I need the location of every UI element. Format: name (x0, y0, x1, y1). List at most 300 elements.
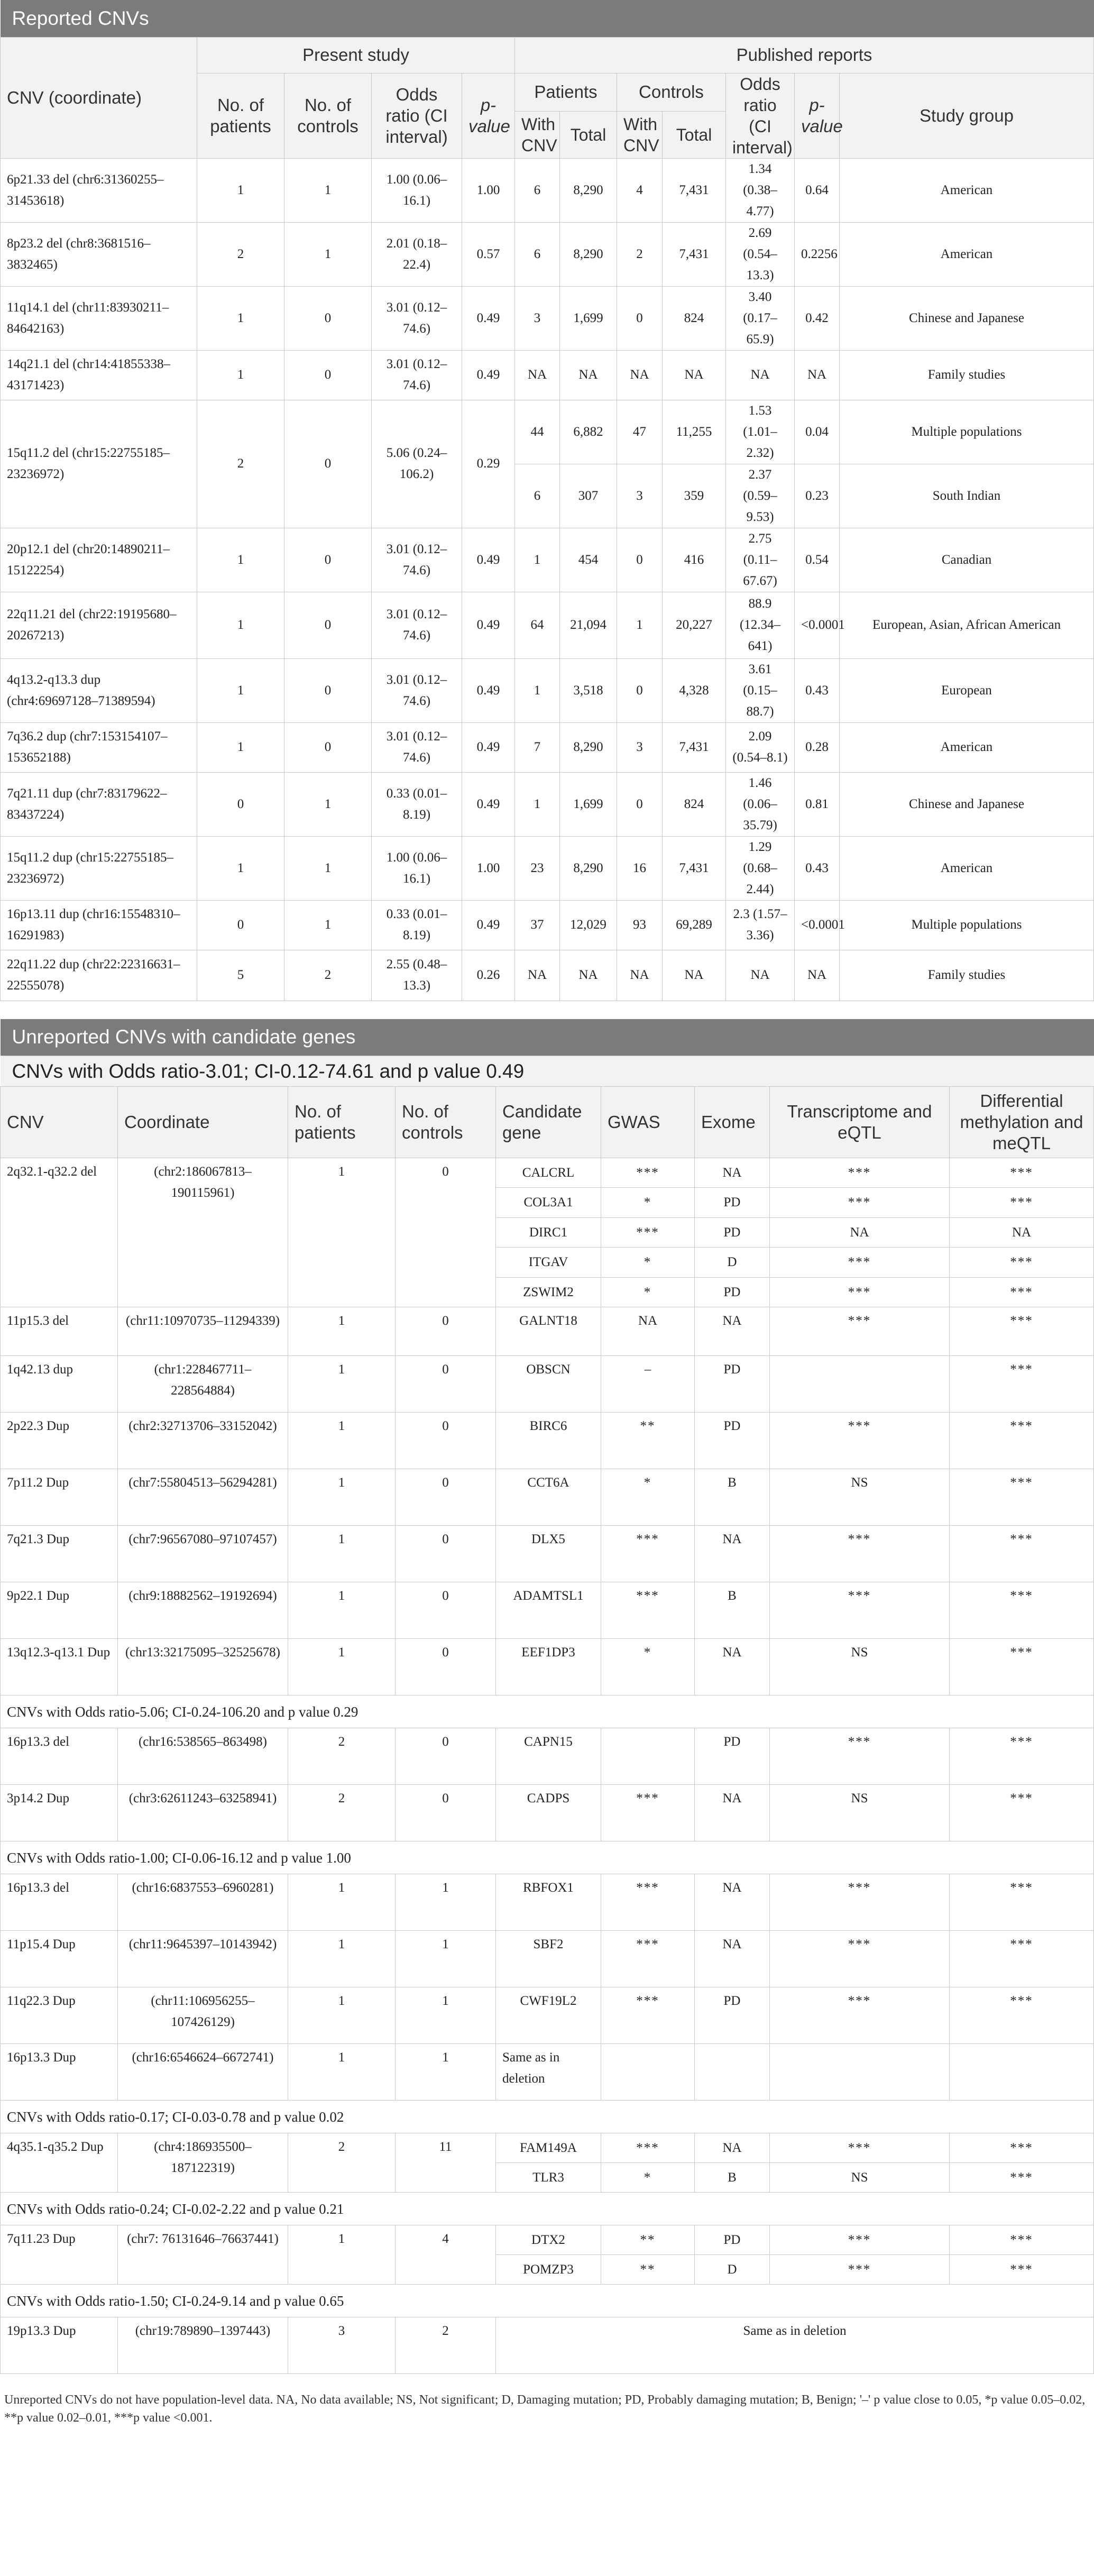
cell: 1.46 (0.06–35.79) (726, 772, 795, 836)
col-odds-ratio: Odds ratio (CI interval) (372, 73, 462, 158)
table-row (1, 772, 1094, 836)
cell: *** (950, 2255, 1094, 2285)
cell: 2.09 (0.54–8.1) (726, 722, 795, 772)
table-row (1, 2044, 1094, 2101)
table-row (1, 1582, 1094, 1639)
cell: 0.43 (795, 836, 840, 900)
table-row (1, 1356, 1094, 1413)
cell: 6,882 (560, 400, 617, 464)
cell: 0 (396, 1728, 496, 1785)
coord-cell: (chr16:538565–863498) (118, 1728, 288, 1785)
col-methylation: Differential methylation and meQTL (950, 1087, 1094, 1158)
coord-cell: (chr9:18882562–19192694) (118, 1582, 288, 1639)
cell: 3,518 (560, 658, 617, 722)
cell: 0 (284, 400, 372, 528)
cell: *** (950, 1413, 1094, 1469)
cell: 1 (197, 658, 284, 722)
gene-cell: DIRC1 (496, 1218, 601, 1248)
gene-cell: ZSWIM2 (496, 1278, 601, 1307)
cell: 1 (284, 900, 372, 950)
cell: 1 (197, 722, 284, 772)
cell: 1 (396, 1987, 496, 2044)
cell: *** (601, 1158, 695, 1188)
cell: Chinese and Japanese (840, 286, 1094, 350)
table-row (1, 1158, 1094, 1188)
cell: 454 (560, 528, 617, 592)
cell: 2 (197, 222, 284, 286)
cell: *** (950, 2225, 1094, 2255)
table-row (1, 1307, 1094, 1356)
cell: NA (695, 1874, 770, 1931)
cell: 7 (515, 722, 560, 772)
cell: *** (601, 1931, 695, 1987)
cnv-cell: 16p13.3 del (1, 1874, 118, 1931)
cell: *** (770, 1158, 950, 1188)
cell: PD (695, 1987, 770, 2044)
cell (770, 1356, 950, 1413)
hdr-published-reports: Published reports (515, 37, 1094, 73)
cell: ** (601, 1413, 695, 1469)
cnv-cell: 15q11.2 del (chr15:22755185–23236972) (1, 400, 197, 528)
cell: NA (695, 1639, 770, 1695)
cell: – (601, 1356, 695, 1413)
cell: 1 (396, 1931, 496, 1987)
cell: *** (770, 1582, 950, 1639)
cell: 3 (288, 2317, 396, 2374)
cell: Multiple populations (840, 900, 1094, 950)
col-transcriptome: Transcriptome and eQTL (770, 1087, 950, 1158)
cell: Canadian (840, 528, 1094, 592)
cell: 0 (617, 286, 663, 350)
group-4-label: CNVs with Odds ratio-0.17; CI-0.03-0.78 and p value 0.02 (1, 2101, 1094, 2133)
group-1-label: CNVs with Odds ratio-3.01; CI-0.12-74.61 and p value 0.49 (1, 1056, 1094, 1087)
cnv-cell: 8p23.2 del (chr8:3681516–3832465) (1, 222, 197, 286)
cell: 5.06 (0.24–106.2) (372, 400, 462, 528)
cnv-cell: 2q32.1-q32.2 del (1, 1158, 118, 1307)
cell: *** (770, 1307, 950, 1356)
cell: 0.54 (795, 528, 840, 592)
cnv-cell: 15q11.2 dup (chr15:22755185–23236972) (1, 836, 197, 900)
cell: 1 (284, 222, 372, 286)
cell: *** (950, 1469, 1094, 1526)
cell: PD (695, 1413, 770, 1469)
cnv-cell: 11q22.3 Dup (1, 1987, 118, 2044)
cell: 0 (396, 1158, 496, 1307)
cell: 6 (515, 222, 560, 286)
table-row (1, 900, 1094, 950)
coord-cell: (chr16:6837553–6960281) (118, 1874, 288, 1931)
cell: 1 (617, 592, 663, 658)
cell: *** (770, 2225, 950, 2255)
gene-cell: FAM149A (496, 2133, 601, 2163)
cell: 1 (288, 1526, 396, 1582)
cell: 0 (284, 286, 372, 350)
col-controls-total: Total (663, 111, 726, 158)
gene-cell: CAPN15 (496, 1728, 601, 1785)
cnv-cell: 7q21.11 dup (chr7:83179622–83437224) (1, 772, 197, 836)
cell: B (695, 1582, 770, 1639)
cnv-cell: 19p13.3 Dup (1, 2317, 118, 2374)
cell: 1 (197, 286, 284, 350)
cell: 3.40 (0.17–65.9) (726, 286, 795, 350)
cell: NA (695, 1526, 770, 1582)
cnv-cell: 4q13.2-q13.3 dup (chr4:69697128–71389594) (1, 658, 197, 722)
cell: 1.00 (462, 836, 515, 900)
cell: 0.49 (462, 592, 515, 658)
cell: 47 (617, 400, 663, 464)
cell: European (840, 658, 1094, 722)
hdr-controls: Controls (617, 73, 726, 111)
cell: *** (770, 2255, 950, 2285)
cell: PD (695, 1218, 770, 1248)
cell: 1 (288, 2044, 396, 2101)
cell: Chinese and Japanese (840, 772, 1094, 836)
table-row (1, 350, 1094, 400)
cell: 1 (288, 1874, 396, 1931)
coord-cell: (chr11:10970735–11294339) (118, 1307, 288, 1356)
cell: 16 (617, 836, 663, 900)
cell: 1 (515, 772, 560, 836)
col-p-value: p-value (462, 73, 515, 158)
cell: 0 (284, 592, 372, 658)
group-6-label: CNVs with Odds ratio-1.50; CI-0.24-9.14 and p value 0.65 (1, 2285, 1094, 2317)
cell: NA (695, 2133, 770, 2163)
cell: Family studies (840, 350, 1094, 400)
cell: 3.01 (0.12–74.6) (372, 592, 462, 658)
cell: South Indian (840, 464, 1094, 528)
cell: NA (695, 1931, 770, 1987)
cell: 2.01 (0.18–22.4) (372, 222, 462, 286)
cell: 1,699 (560, 772, 617, 836)
cell: 8,290 (560, 158, 617, 222)
cnv-cell: 4q35.1-q35.2 Dup (1, 2133, 118, 2193)
cell: 8,290 (560, 836, 617, 900)
col-controls-with-cnv: With CNV (617, 111, 663, 158)
gene-cell: TLR3 (496, 2163, 601, 2193)
cell: 1 (288, 1307, 396, 1356)
cell: NA (617, 950, 663, 1001)
cell: 0 (396, 1356, 496, 1413)
cell: 0.81 (795, 772, 840, 836)
cnv-cell: 16p13.3 Dup (1, 2044, 118, 2101)
col-candidate-gene: Candidate gene (496, 1087, 601, 1158)
cell: 1 (284, 158, 372, 222)
cell: 824 (663, 286, 726, 350)
table-row (1, 1639, 1094, 1695)
cell: 12,029 (560, 900, 617, 950)
cell: 11,255 (663, 400, 726, 464)
coord-cell: (chr16:6546624–6672741) (118, 2044, 288, 2101)
cell: *** (770, 1987, 950, 2044)
coord-cell: (chr1:228467711–228564884) (118, 1356, 288, 1413)
cell: 1 (197, 592, 284, 658)
cell: 37 (515, 900, 560, 950)
gene-cell: COL3A1 (496, 1188, 601, 1218)
table-row (1, 158, 1094, 222)
cell: *** (770, 1188, 950, 1218)
cell: <0.0001 (795, 900, 840, 950)
table-row (1, 286, 1094, 350)
cell: 1.00 (462, 158, 515, 222)
cell: NA (617, 350, 663, 400)
cell: 11 (396, 2133, 496, 2193)
table-row (1, 2133, 1094, 2163)
cell: 69,289 (663, 900, 726, 950)
cell: NA (726, 350, 795, 400)
cell (601, 1728, 695, 1785)
cell: ** (601, 2225, 695, 2255)
cell: PD (695, 1278, 770, 1307)
cell: 1 (396, 2044, 496, 2101)
cell: 0.49 (462, 772, 515, 836)
gene-cell: CALCRL (496, 1158, 601, 1188)
cell: 2.75 (0.11–67.67) (726, 528, 795, 592)
cell: NA (560, 350, 617, 400)
cell: NS (770, 2163, 950, 2193)
cell: 1 (288, 1987, 396, 2044)
cell: NA (663, 350, 726, 400)
cell: *** (950, 2163, 1094, 2193)
cell: American (840, 222, 1094, 286)
table-row (1, 1526, 1094, 1582)
cell: 0 (617, 528, 663, 592)
gene-cell: DLX5 (496, 1526, 601, 1582)
cell: 824 (663, 772, 726, 836)
gene-cell: CWF19L2 (496, 1987, 601, 2044)
table-row (1, 528, 1094, 592)
cell: NS (770, 1469, 950, 1526)
cell (695, 2044, 770, 2101)
cnv-cell: 20p12.1 del (chr20:14890211–15122254) (1, 528, 197, 592)
group-3-label: CNVs with Odds ratio-1.00; CI-0.06-16.12 and p value 1.00 (1, 1841, 1094, 1874)
gene-cell: CADPS (496, 1785, 601, 1841)
cell: 3.01 (0.12–74.6) (372, 658, 462, 722)
cell: *** (950, 1307, 1094, 1356)
cell: 0 (197, 900, 284, 950)
table-row (1, 722, 1094, 772)
cell: *** (770, 1413, 950, 1469)
cell: 0 (284, 722, 372, 772)
reported-title: Reported CNVs (1, 0, 1094, 37)
cell: 1 (288, 1413, 396, 1469)
cell: *** (770, 1248, 950, 1278)
col-patients-total: Total (560, 111, 617, 158)
cell: NA (601, 1307, 695, 1356)
cell: 0.64 (795, 158, 840, 222)
cell: *** (950, 1526, 1094, 1582)
table-row (1, 836, 1094, 900)
coord-cell: (chr11:9645397–10143942) (118, 1931, 288, 1987)
cell: 8,290 (560, 222, 617, 286)
cell: *** (770, 2133, 950, 2163)
cell: 0.57 (462, 222, 515, 286)
cell: 1 (284, 772, 372, 836)
cell: 7,431 (663, 158, 726, 222)
cell: 0.43 (795, 658, 840, 722)
cell: NA (770, 1218, 950, 1248)
reported-cnv-table (0, 0, 1094, 1001)
cell: 0.49 (462, 658, 515, 722)
cell: PD (695, 2225, 770, 2255)
col-pub-odds-ratio: Odds ratio (CI interval) (726, 73, 795, 158)
cell: 6 (515, 464, 560, 528)
gene-cell: EEF1DP3 (496, 1639, 601, 1695)
col-no-controls: No. of controls (396, 1087, 496, 1158)
cell: PD (695, 1188, 770, 1218)
cell: 0.33 (0.01–8.19) (372, 900, 462, 950)
cell: 1.00 (0.06–16.1) (372, 158, 462, 222)
cell: 1 (515, 658, 560, 722)
cell: *** (950, 1785, 1094, 1841)
col-coordinate: Coordinate (118, 1087, 288, 1158)
gene-cell: RBFOX1 (496, 1874, 601, 1931)
cell: European, Asian, African American (840, 592, 1094, 658)
cell: 1 (197, 350, 284, 400)
cell: 8,290 (560, 722, 617, 772)
cell: NA (795, 350, 840, 400)
cell: 1 (284, 836, 372, 900)
cell: 2 (396, 2317, 496, 2374)
cell: NS (770, 1785, 950, 1841)
cell: *** (770, 1931, 950, 1987)
cell: American (840, 722, 1094, 772)
cell: 1 (288, 1356, 396, 1413)
cell: 1 (288, 1582, 396, 1639)
cell: 0.04 (795, 400, 840, 464)
cell: PD (695, 1356, 770, 1413)
cell: American (840, 836, 1094, 900)
cell: 7,431 (663, 836, 726, 900)
cell: 1 (288, 1469, 396, 1526)
cell: *** (601, 1987, 695, 2044)
cell: NA (695, 1785, 770, 1841)
cell: *** (601, 2133, 695, 2163)
coord-cell: (chr19:789890–1397443) (118, 2317, 288, 2374)
cell: 44 (515, 400, 560, 464)
gene-cell: Same as in deletion (496, 2044, 601, 2101)
table-row (1, 950, 1094, 1001)
cell: *** (950, 1248, 1094, 1278)
cell: 0.42 (795, 286, 840, 350)
cell: 1.34 (0.38–4.77) (726, 158, 795, 222)
table-row (1, 1728, 1094, 1785)
cell: * (601, 2163, 695, 2193)
cell: 0 (396, 1307, 496, 1356)
coord-cell: (chr3:62611243–63258941) (118, 1785, 288, 1841)
table-row (1, 1931, 1094, 1987)
cell: 359 (663, 464, 726, 528)
cell: 64 (515, 592, 560, 658)
cell: *** (770, 1278, 950, 1307)
cell: * (601, 1469, 695, 1526)
gene-cell: CCT6A (496, 1469, 601, 1526)
gene-cell: POMZP3 (496, 2255, 601, 2285)
cnv-cell: 11p15.4 Dup (1, 1931, 118, 1987)
cell: NA (695, 1158, 770, 1188)
cell: 0.28 (795, 722, 840, 772)
coord-cell: (chr11:106956255–107426129) (118, 1987, 288, 2044)
cell: *** (950, 1278, 1094, 1307)
cell: *** (770, 1526, 950, 1582)
table-row (1, 222, 1094, 286)
cell: D (695, 2255, 770, 2285)
cell: NA (950, 1218, 1094, 1248)
cell: 4 (396, 2225, 496, 2285)
cell: 1.53 (1.01–2.32) (726, 400, 795, 464)
cell: 5 (197, 950, 284, 1001)
coord-cell: (chr7: 76131646–76637441) (118, 2225, 288, 2285)
table-footnote: Unreported CNVs do not have population-level data. NA, No data available; NS, Not significant; D, Damaging mutation; PD, Probably damaging mutation; B, Benign; '–' p value close to 0.05, *p value 0.05–0.02, **p value 0.02–0.01, ***p value <0.001. (4, 2393, 1086, 2425)
cell: *** (950, 1728, 1094, 1785)
cell: 88.9 (12.34–641) (726, 592, 795, 658)
cell: NA (795, 950, 840, 1001)
cell: 0.49 (462, 286, 515, 350)
table-row (1, 1469, 1094, 1526)
cell: 3 (617, 464, 663, 528)
cell: 0 (197, 772, 284, 836)
cnv-cell: 11q14.1 del (chr11:83930211–84642163) (1, 286, 197, 350)
cell: 2.37 (0.59–9.53) (726, 464, 795, 528)
same-as-deletion: Same as in deletion (496, 2317, 1094, 2374)
coord-cell: (chr2:186067813–190115961) (118, 1158, 288, 1307)
cell: 0.26 (462, 950, 515, 1001)
cell: Family studies (840, 950, 1094, 1001)
cell: 4,328 (663, 658, 726, 722)
cell (950, 2044, 1094, 2101)
coord-cell: (chr7:96567080–97107457) (118, 1526, 288, 1582)
cell: 7,431 (663, 722, 726, 772)
cell: *** (950, 1582, 1094, 1639)
col-cnv-coordinate: CNV (coordinate) (1, 37, 197, 158)
cell: 0.23 (795, 464, 840, 528)
cnv-cell: 22q11.22 dup (chr22:22316631–22555078) (1, 950, 197, 1001)
cell: 1 (515, 528, 560, 592)
cnv-cell: 1q42.13 dup (1, 1356, 118, 1413)
cell: 1 (197, 528, 284, 592)
cell: 7,431 (663, 222, 726, 286)
cell: 0 (396, 1469, 496, 1526)
coord-cell: (chr13:32175095–32525678) (118, 1639, 288, 1695)
cell: NA (663, 950, 726, 1001)
cnv-cell: 7q11.23 Dup (1, 2225, 118, 2285)
hdr-patients: Patients (515, 73, 617, 111)
cell: 0 (284, 658, 372, 722)
gene-cell: ADAMTSL1 (496, 1582, 601, 1639)
cell: 0 (617, 772, 663, 836)
cnv-cell: 14q21.1 del (chr14:41855338–43171423) (1, 350, 197, 400)
cell: B (695, 1469, 770, 1526)
cnv-cell: 16p13.3 del (1, 1728, 118, 1785)
cell: 0 (617, 658, 663, 722)
gene-cell: OBSCN (496, 1356, 601, 1413)
col-exome: Exome (695, 1087, 770, 1158)
cell: 1 (197, 158, 284, 222)
cell: *** (950, 1987, 1094, 2044)
cell: 2 (197, 400, 284, 528)
table-row (1, 2225, 1094, 2255)
cnv-cell: 9p22.1 Dup (1, 1582, 118, 1639)
cell: 1,699 (560, 286, 617, 350)
cell: 1 (288, 1931, 396, 1987)
cell: 3 (515, 286, 560, 350)
gene-cell: GALNT18 (496, 1307, 601, 1356)
cell: 0 (396, 1785, 496, 1841)
cell: NA (726, 950, 795, 1001)
cell: *** (950, 1874, 1094, 1931)
cnv-cell: 13q12.3-q13.1 Dup (1, 1639, 118, 1695)
cell: NA (560, 950, 617, 1001)
cell: 1 (197, 836, 284, 900)
